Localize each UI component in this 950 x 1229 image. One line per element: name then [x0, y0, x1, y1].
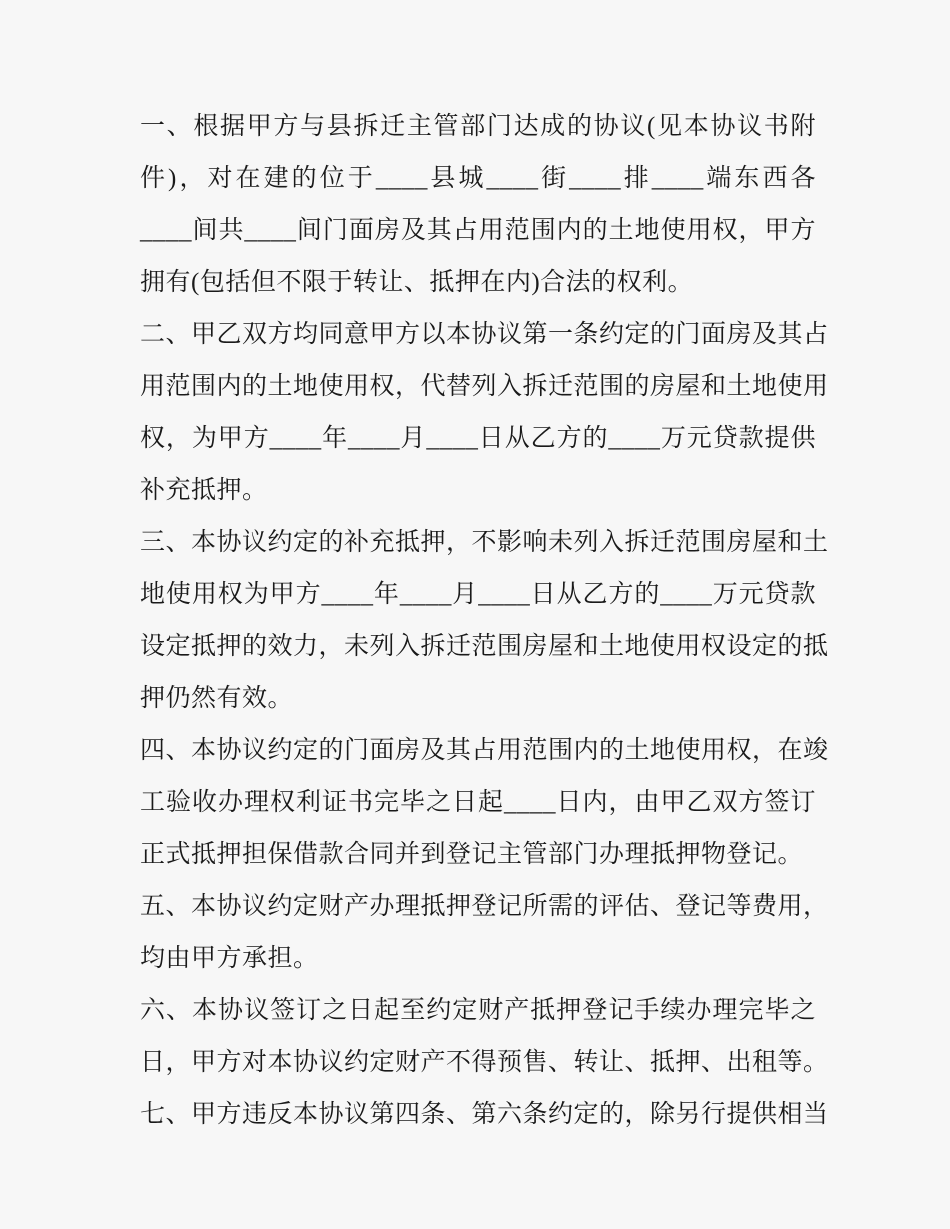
document-line: 均由甲方承担。: [140, 945, 319, 972]
document-line: 四、本协议约定的门面房及其占用范围内的土地使用权，在竣: [140, 737, 829, 764]
document-line: 六、本协议签订之日起至约定财产抵押登记手续办理完毕之: [140, 997, 816, 1024]
document-line: 补充抵押。: [140, 477, 268, 504]
document-line: 地使用权为甲方____年____月____日从乙方的____万元贷款: [140, 581, 816, 608]
document-line: 设定抵押的效力，未列入拆迁范围房屋和土地使用权设定的抵: [140, 633, 829, 660]
document-line: 押仍然有效。: [140, 685, 294, 712]
document-line: 一、根据甲方与县拆迁主管部门达成的协议(见本协议书附: [140, 113, 816, 140]
document-line: 权，为甲方____年____月____日从乙方的____万元贷款提供: [140, 425, 816, 452]
document-line: 拥有(包括但不限于转让、抵押在内)合法的权利。: [140, 269, 694, 296]
document-line: 五、本协议约定财产办理抵押登记所需的评估、登记等费用，: [140, 893, 829, 920]
agreement-text-block: [140, 101, 829, 1141]
document-line: 二、甲乙双方均同意甲方以本协议第一条约定的门面房及其占: [140, 321, 829, 348]
document-line: 件)，对在建的位于____县城____街____排____端东西各: [140, 165, 816, 192]
document-line: 用范围内的土地使用权，代替列入拆迁范围的房屋和土地使用: [140, 373, 829, 400]
document-line: 七、甲方违反本协议第四条、第六条约定的，除另行提供相当: [140, 1101, 829, 1128]
document-line: ____间共____间门面房及其占用范围内的土地使用权，甲方: [140, 217, 816, 244]
document-line: 日，甲方对本协议约定财产不得预售、转让、抵押、出租等。: [140, 1049, 829, 1076]
document-line: 正式抵押担保借款合同并到登记主管部门办理抵押物登记。: [140, 841, 804, 868]
document-line: 工验收办理权利证书完毕之日起____日内，由甲乙双方签订: [140, 789, 816, 816]
document-line: 三、本协议约定的补充抵押，不影响未列入拆迁范围房屋和土: [140, 529, 829, 556]
